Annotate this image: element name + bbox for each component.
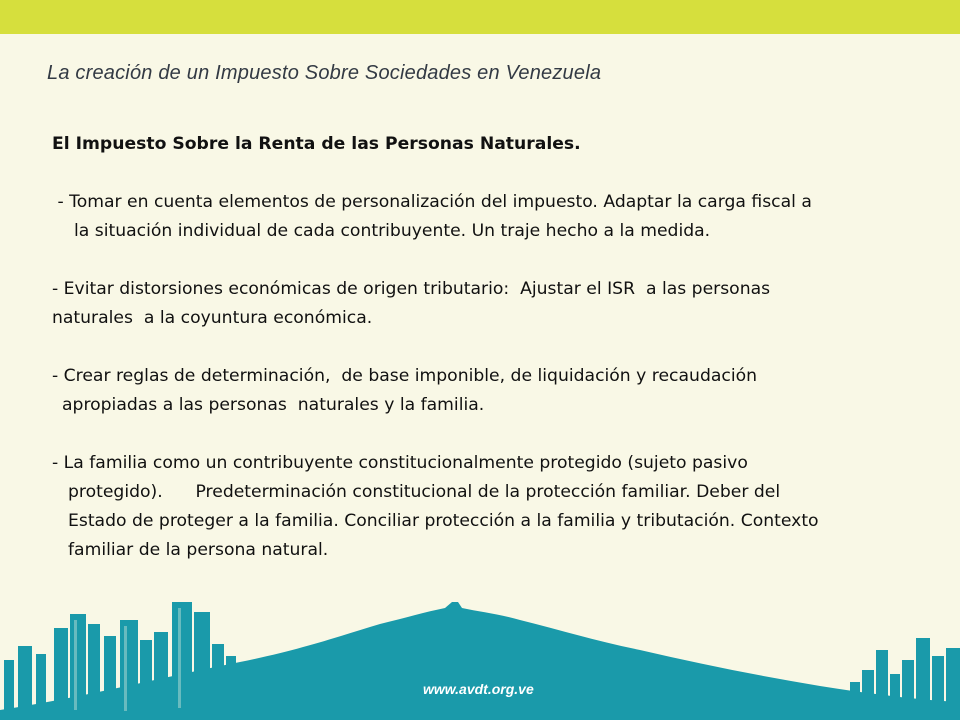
- bullet-item-4-line-1: - La familia como un contribuyente constitucionalmente protegido (sujeto pasivo: [52, 453, 748, 473]
- slide-body: [52, 130, 912, 565]
- bullet-item-4-line-3: Estado de proteger a la familia. Conciliar protección a la familia y tributación. Contexto: [68, 511, 819, 531]
- bullet-item-2: [52, 275, 912, 333]
- bullet-item-3-line-1: - Crear reglas de determinación, de base imponible, de liquidación y recaudación: [52, 366, 758, 386]
- city-skyline-illustration: [0, 590, 960, 720]
- left-buildings: [4, 602, 236, 720]
- bullet-item-4-line-2: protegido). Predeterminación constitucional de la protección familiar. Deber del: [68, 482, 781, 502]
- slide-subtitle: La creación de un Impuesto Sobre Sociedades en Venezuela: [47, 62, 602, 84]
- slide-heading: El Impuesto Sobre la Renta de las Personas Naturales.: [52, 134, 581, 154]
- bullet-item-1-line-2: la situación individual de cada contribuyente. Un traje hecho a la medida.: [74, 221, 711, 241]
- bullet-item-1: [52, 188, 912, 246]
- bullet-item-3: [52, 362, 912, 420]
- bullet-item-2-line-1: - Evitar distorsiones económicas de origen tributario: Ajustar el ISR a las personas: [52, 279, 771, 299]
- right-buildings: [850, 638, 960, 720]
- top-color-band: [0, 0, 960, 34]
- bullet-item-4: [52, 449, 912, 565]
- website-url: www.avdt.org.ve: [423, 681, 534, 697]
- bullet-item-1-line-1: - Tomar en cuenta elementos de personalización del impuesto. Adaptar la carga fiscal a: [52, 192, 812, 212]
- bullet-item-2-line-2: naturales a la coyuntura económica.: [52, 308, 373, 328]
- bullet-item-3-line-2: apropiadas a las personas naturales y la familia.: [62, 395, 485, 415]
- bullet-item-4-line-4: familiar de la persona natural.: [68, 540, 329, 560]
